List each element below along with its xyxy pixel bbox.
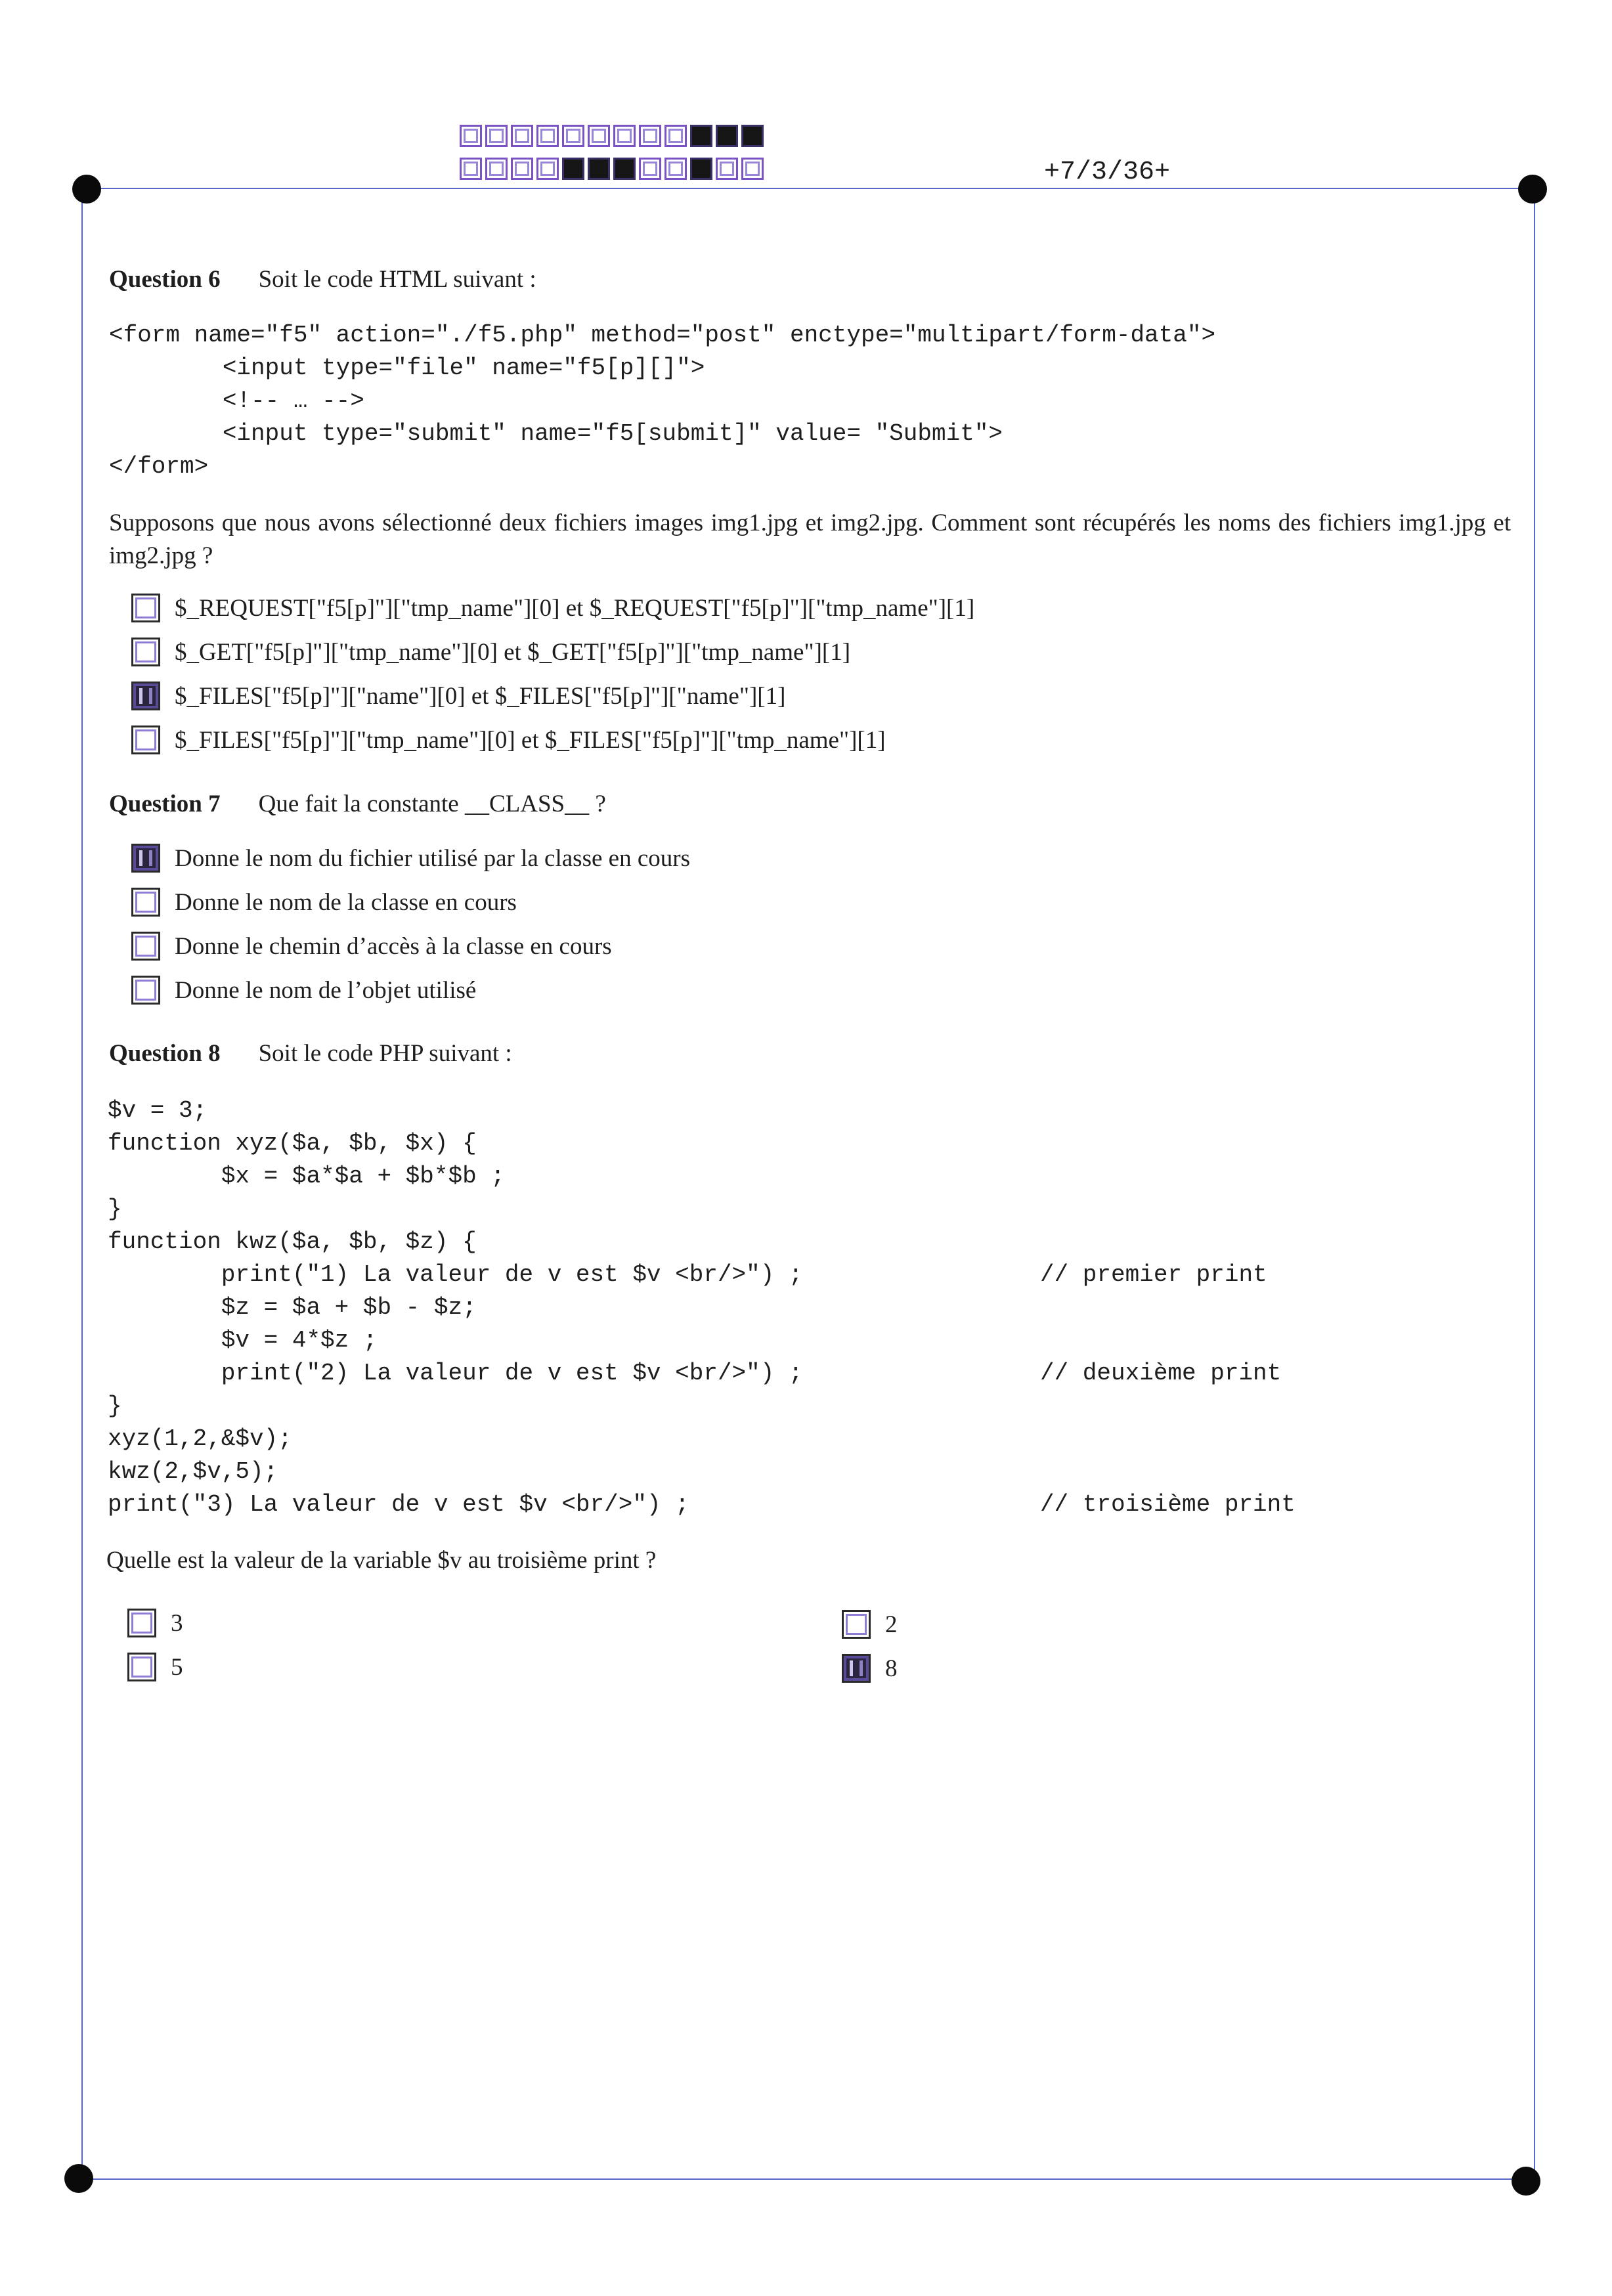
answer-checkbox[interactable] — [131, 844, 160, 873]
answer-checkbox[interactable] — [131, 726, 160, 754]
answer-checkbox[interactable] — [127, 1609, 156, 1637]
page-id: +7/3/36+ — [1044, 158, 1171, 187]
answer-checkbox[interactable] — [842, 1610, 871, 1639]
answer-checkbox[interactable] — [131, 976, 160, 1005]
code-comment: // troisième print — [1040, 1491, 1296, 1518]
id-code-cell — [511, 125, 533, 147]
answer-checkbox[interactable] — [131, 888, 160, 917]
answer-checkbox[interactable] — [842, 1654, 871, 1683]
id-code-cell — [562, 125, 584, 147]
id-code-cell — [716, 158, 738, 180]
q8-option-5[interactable] — [127, 1653, 183, 1681]
question-8-header — [109, 1039, 512, 1068]
id-code-cell — [741, 125, 764, 147]
q8-option-2[interactable] — [842, 1610, 898, 1639]
id-code-cell — [562, 158, 584, 180]
option-label: Donne le nom du fichier utilisé par la classe en cours — [175, 844, 690, 872]
id-code-cell — [639, 158, 661, 180]
option-label: Donne le chemin d’accès à la classe en cours — [175, 932, 612, 960]
id-code-cell — [639, 125, 661, 147]
question-6-header — [109, 265, 536, 293]
option-label: $_FILES["f5[p]"]["tmp_name"][0] et $_FILES["f5[p]"]["tmp_name"][1] — [175, 726, 886, 754]
option-label: 3 — [171, 1609, 183, 1637]
q6-option-4[interactable] — [131, 726, 886, 754]
id-code-cell — [690, 158, 712, 180]
q6-option-3[interactable] — [131, 682, 785, 710]
question-7-header — [109, 790, 606, 818]
q6-option-1[interactable] — [131, 594, 974, 622]
id-code-cell — [690, 125, 712, 147]
code-comment: // deuxième print — [1040, 1360, 1282, 1387]
id-code-row — [460, 158, 767, 180]
question-prompt: Soit le code HTML suivant : — [258, 266, 536, 293]
question-label: Question 6 — [109, 266, 221, 293]
option-label: Donne le nom de la classe en cours — [175, 888, 517, 916]
question-prompt: Soit le code PHP suivant : — [258, 1040, 512, 1067]
option-label: $_GET["f5[p]"]["tmp_name"][0] et $_GET["f5[p]"]["tmp_name"][1] — [175, 638, 851, 666]
answer-checkbox[interactable] — [127, 1653, 156, 1681]
q7-option-2[interactable] — [131, 888, 517, 917]
id-code-row — [460, 125, 767, 147]
id-code-cell — [613, 125, 636, 147]
question-prompt: Que fait la constante __CLASS__ ? — [258, 791, 606, 817]
answer-checkbox[interactable] — [131, 594, 160, 622]
question-label: Question 7 — [109, 791, 221, 817]
id-code-cell — [588, 125, 610, 147]
corner-mark-top-right — [1518, 175, 1547, 204]
question-6-text: Supposons que nous avons sélectionné deux fichiers images img1.jpg et img2.jpg. Comment sont récupérés les noms des fichiers img1.jpg et img2.jpg ? — [109, 509, 1511, 569]
id-code-cell — [664, 158, 687, 180]
id-code-cell — [716, 125, 738, 147]
id-code-cell — [664, 125, 687, 147]
option-label: $_FILES["f5[p]"]["name"][0] et $_FILES["f5[p]"]["name"][1] — [175, 682, 786, 710]
id-code-cell — [485, 158, 508, 180]
id-code-cell — [613, 158, 636, 180]
id-code-cell — [460, 158, 482, 180]
option-label: 5 — [171, 1653, 183, 1681]
id-code-cell — [485, 125, 508, 147]
question-label: Question 8 — [109, 1040, 221, 1067]
corner-mark-bottom-right — [1512, 2167, 1540, 2196]
q7-option-3[interactable] — [131, 932, 612, 961]
q8-option-3[interactable] — [127, 1609, 183, 1637]
question-8-text: Quelle est la valeur de la variable $v au troisième print ? — [106, 1547, 657, 1574]
id-code-cell — [588, 158, 610, 180]
answer-checkbox[interactable] — [131, 638, 160, 666]
answer-checkbox[interactable] — [131, 682, 160, 710]
q8-option-8[interactable] — [842, 1654, 898, 1683]
php-code-block: $v = 3; function xyz($a, $b, $x) { $x = $a*$a + $b*$b ; } function kwz($a, $b, $z) { print("1) La valeur de v est $v <br/>") ; $z = $a + $b - $z; $v = 4*$z ; print("2) La valeur de v est $v <br/>") ; } xyz(1,2,&$v); kwz(2,$v,5); print("3) La valeur de v est $v <br/>") ; — [108, 1097, 803, 1518]
q7-option-1[interactable] — [131, 844, 690, 873]
option-label: 2 — [885, 1611, 898, 1638]
option-label: $_REQUEST["f5[p]"]["tmp_name"][0] et $_REQUEST["f5[p]"]["tmp_name"][1] — [175, 594, 975, 622]
id-code-cell — [460, 125, 482, 147]
option-label: Donne le nom de l’objet utilisé — [175, 976, 477, 1004]
code-comment: // premier print — [1040, 1261, 1267, 1288]
option-label: 8 — [885, 1655, 898, 1682]
q6-option-2[interactable] — [131, 638, 850, 666]
answer-checkbox[interactable] — [131, 932, 160, 961]
id-code-cell — [536, 125, 559, 147]
html-code-block: <form name="f5" action="./f5.php" method="post" enctype="multipart/form-data"> <input type="file" name="f5[p][]"> <!-- … --> <input type="submit" name="f5[submit]" value= "Submit"> </form> — [109, 322, 1216, 480]
q7-option-4[interactable] — [131, 976, 476, 1005]
id-code-cell — [741, 158, 764, 180]
id-code-cell — [511, 158, 533, 180]
corner-mark-bottom-left — [64, 2164, 93, 2193]
id-code-cell — [536, 158, 559, 180]
corner-mark-top-left — [72, 175, 101, 204]
